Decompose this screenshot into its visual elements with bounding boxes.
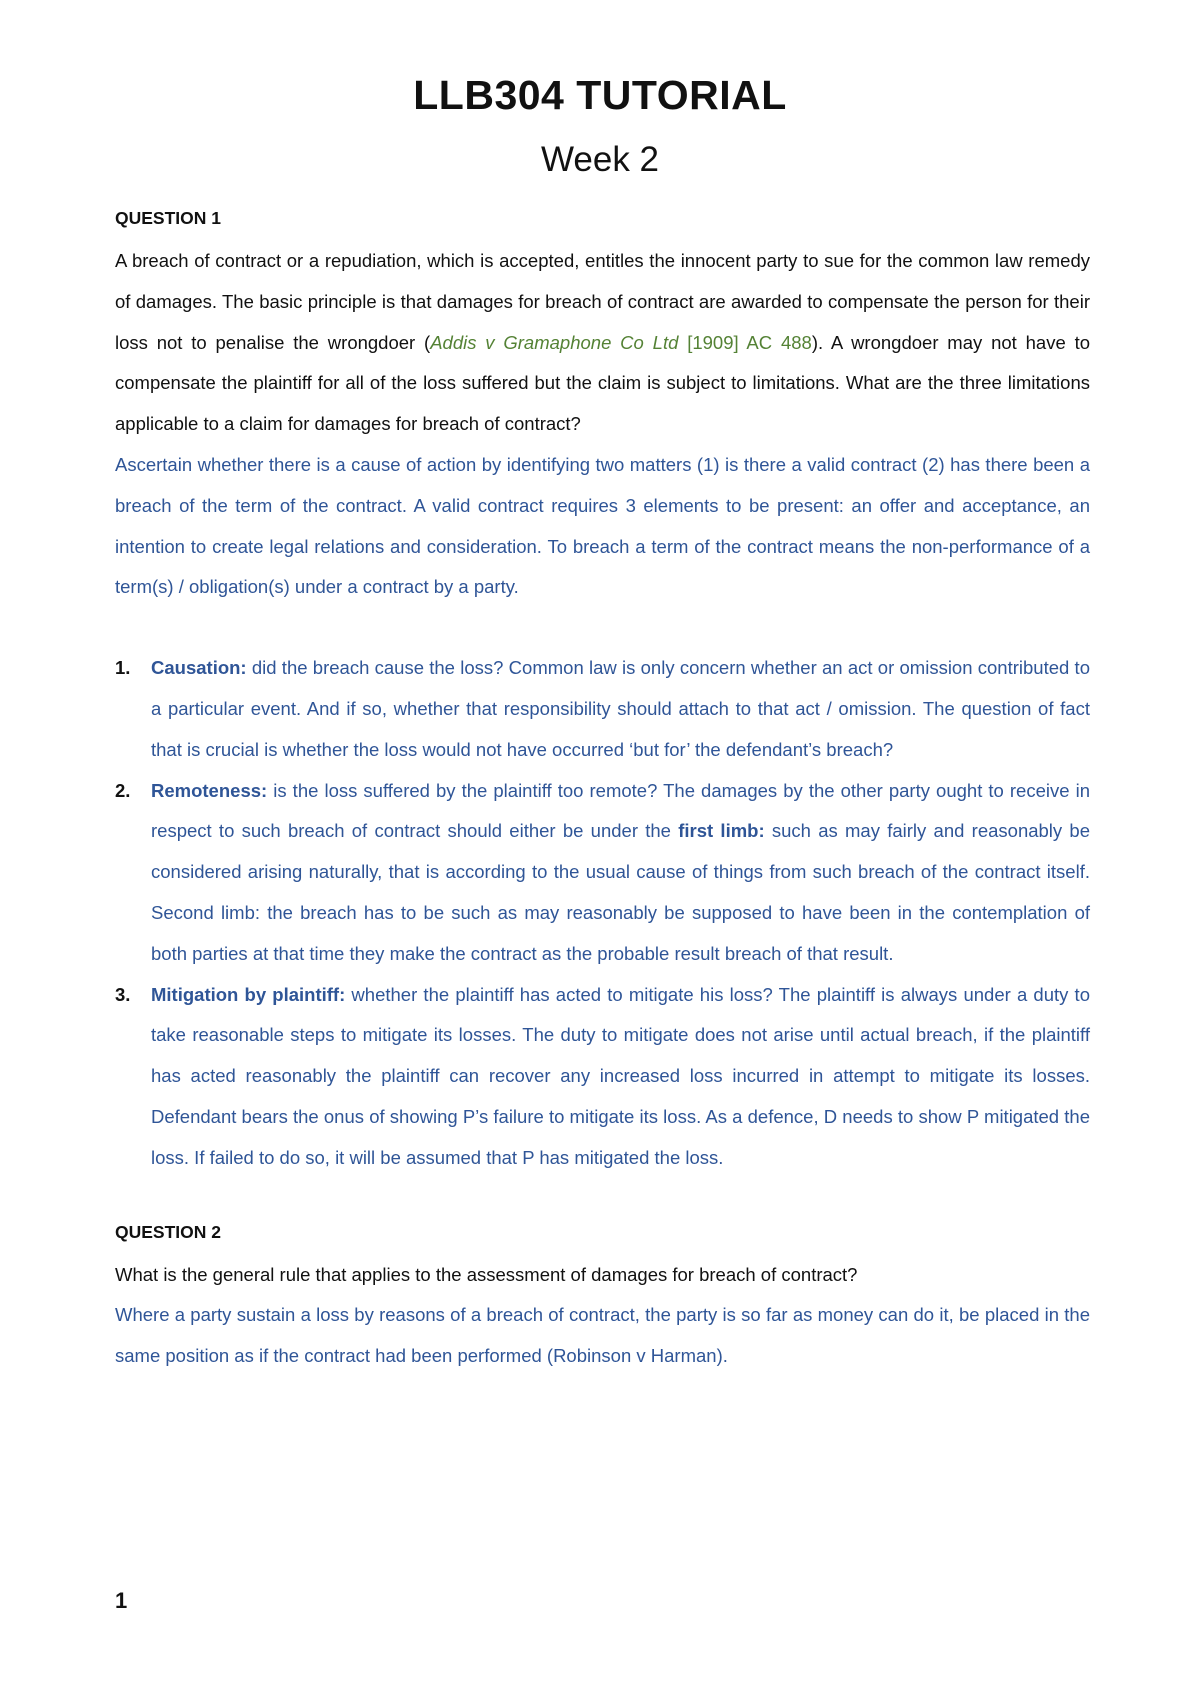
question-1-text: [115, 241, 1090, 445]
list-item-emphasis: first limb:: [678, 820, 765, 842]
list-item-text: whether the plaintiff has acted to mitigate his loss? The plaintiff is always under a duty to take reasonable steps to mitigate its losses. The duty to mitigate does not arise until actual breach, if the plaintiff has acted reasonably the plaintiff can recover any increased loss incurred in attempt to mitigate its losses. Defendant bears the onus of showing P’s failure to mitigate its loss. As a defence, D needs to show P mitigated the loss. If failed to do so, it will be assumed that P has mitigated the loss.: [151, 983, 1090, 1168]
document-title: LLB304 TUTORIAL: [413, 72, 787, 118]
page-number: 1: [115, 1588, 128, 1613]
document-subtitle: Week 2: [540, 140, 660, 179]
case-name: Addis v Gramaphone Co Ltd: [430, 331, 679, 353]
list-item-label: Mitigation by plaintiff:: [151, 983, 346, 1005]
question-2-text: What is the general rule that applies to the assessment of damages for breach of contract?: [115, 1263, 858, 1285]
document-body: [115, 205, 1090, 1377]
list-item-number: 3.: [115, 983, 131, 1005]
list-item-mitigation: [115, 975, 1090, 1179]
list-item-text: is the loss suffered by the plaintiff too remote? The damages by the other party ought to receive in respect to such breach of contract should either be under the: [151, 779, 1090, 842]
list-item-text: such as may fairly and reasonably be considered arising naturally, that is according to the usual cause of things from such breach of the contract itself. Second limb: the breach has to be such as may reasonably be supposed to have been in the contemplation of both parties at that time they make the contract as the probable result breach of that result.: [151, 820, 1091, 964]
question-1-text-part1: A breach of contract or a repudiation, which is accepted, entitles the innocent party to sue for the common law remedy of damages. The basic principle is that damages for breach of contract are awarded to compensate the person for their loss not to penalise the wrongdoer (: [115, 250, 1090, 353]
question-2-heading: QUESTION 2: [115, 1221, 221, 1242]
list-item-label: Causation:: [151, 657, 247, 679]
list-item-number: 2.: [115, 779, 131, 801]
list-item-text: did the breach cause the loss? Common law is only concern whether an act or omission contributed to a particular event. And if so, whether that responsibility should attach to that act / omission. The question of fact that is crucial is whether the loss would not have occurred ‘but for’ the defendant’s breach?: [151, 657, 1090, 760]
list-item-causation: [115, 648, 1090, 770]
question-2-answer: Where a party sustain a loss by reasons of a breach of contract, the party is so far as money can do it, be placed in the same position as if the contract had been performed (Robinson v Harman).: [115, 1304, 1090, 1367]
question-1-heading: QUESTION 1: [115, 208, 221, 228]
list-item-remoteness: [115, 771, 1090, 975]
list-item-number: 1.: [115, 657, 131, 679]
question-1-answer-intro: Ascertain whether there is a cause of action by identifying two matters (1) is there a valid contract (2) has there been a breach of the term of the contract. A valid contract requires 3 elements to be present: an offer and acceptance, an intention to create legal relations and consideration. To breach a term of the contract means the non-performance of a term(s) / obligation(s) under a contract by a party.: [115, 453, 1090, 598]
question-1-text-part2: ). A wrongdoer may not have to compensate the plaintiff for all of the loss suffered but the claim is subject to limitations. What are the three limitations applicable to a claim for damages for breach of contract?: [115, 331, 1090, 435]
list-item-label: Remoteness:: [151, 779, 268, 801]
limitations-list: [115, 648, 1090, 1178]
case-citation: [1909] AC 488: [678, 331, 812, 353]
